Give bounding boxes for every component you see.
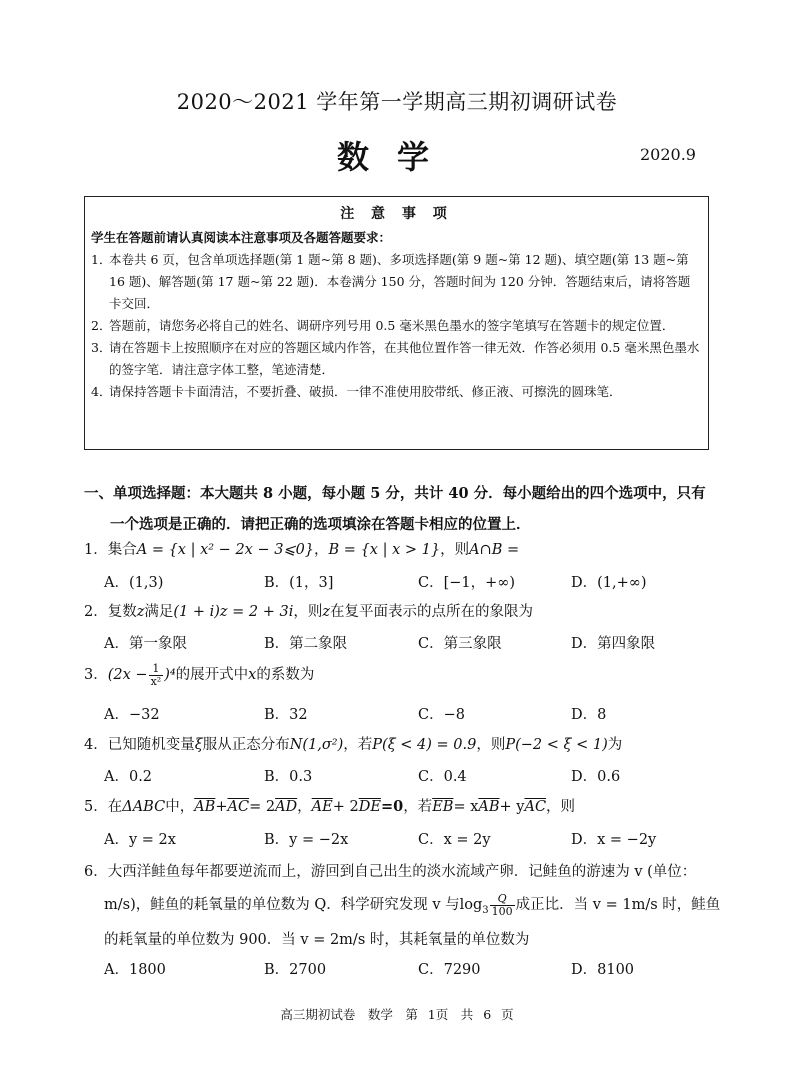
notice-item-number: 3． [91,340,112,355]
q2-text: 复数 [107,604,137,620]
question-6 [84,859,724,885]
notice-item-number: 1． [91,252,112,267]
option-b: B．2700 [264,962,327,978]
q3-text: 的展开式中 [175,667,249,683]
q6-fraction [490,893,515,918]
q6-text: m/s)，鲑鱼的耗氧量的单位数为 Q．科学研究发现 v 与 [104,897,460,913]
q5-triangle: ΔABC [122,799,166,815]
option-a: A．第一象限 [104,636,187,652]
notice-item-number: 2． [91,318,112,333]
section-line-2: 一个选项是正确的．请把正确的选项填涂在答题卡相应的位置上． [110,516,531,533]
operator: =0 [380,798,404,815]
fraction-numerator: Q [490,893,515,906]
section-heading [84,478,724,540]
q4-condition: P(ξ < 4) = 0.9 [372,737,477,753]
question-6-line-3: 的耗氧量的单位数为 900．当 v = 2m/s 时，其耗氧量的单位数为 [104,932,530,948]
fraction-numerator: 1 [149,663,164,676]
q2-text: 满足 [144,604,174,620]
q3-expr-end: )⁴ [164,667,176,683]
question-number: 5． [84,799,108,815]
question-4 [84,733,724,757]
notice-item-text: 请在答题卡上按照顺序在对应的答题区域内作答，在其他位置作答一律无效．作答必须用 0.5 毫米黑色墨水的签字笔．请注意字体工整，笔迹清楚． [109,340,700,377]
q3-fraction [149,663,164,688]
notice-item-text: 本卷共 6 页，包含单项选择题(第 1 题~第 8 题)、多项选择题(第 9 题~第 12 题)、填空题(第 13 题~第 16 题)、解答题(第 17 题~第 22 题)．本卷满分 150 分，答题时间为 120 分钟．答题结束后，请将答题卡交回． [109,252,691,311]
vector: $\overline{AC}$ [524,799,547,815]
q5-text: 中， [165,799,195,815]
q4-text: 服从正态分布 [202,737,290,753]
q5-text: ，若 [403,799,433,815]
section-line-1: 一、单项选择题：本大题共 8 小题，每小题 5 分，共计 40 分．每小题给出的四个选项中，只有 [84,485,706,502]
option-a: A．1800 [104,962,166,978]
q4-text: ，则 [476,737,506,753]
q5-text: ，则 [546,799,576,815]
question-number: 3． [84,667,108,683]
q1-text: ， [314,542,329,558]
option-c: C．第三象限 [418,636,502,652]
vector: $\overline{EB}$ [432,799,454,815]
option-a: A．(1,3) [104,575,164,591]
operator: + y [499,799,525,815]
notice-item [91,381,702,403]
operator: = 2 [249,799,276,815]
question-number: 6． [84,864,108,880]
q2-equation: (1 + i)z = 2 + 3i [173,604,294,620]
question-5 [84,795,724,819]
option-b: B．32 [264,707,308,723]
operator: + [215,799,228,815]
q4-distribution: N(1,σ²) [289,737,344,753]
option-c: C．[−1，+∞) [418,575,516,591]
q3-text: 的系数为 [256,667,315,683]
q2-variable: z [322,604,331,620]
operator: = x [453,799,479,815]
q1-set-a: A = {x | x² − 2x − 3⩽0} [136,542,315,558]
vector: $\overline{AB}$ [478,799,500,815]
question-number: 2． [84,604,108,620]
subject-title: 数学 [336,138,457,176]
exam-title: 2020～2021 学年第一学期高三期初调研试卷 [176,90,618,114]
notice-title: 注 意 事 项 [340,206,453,222]
operator: + 2 [332,799,359,815]
q3-variable: x [248,667,257,683]
q4-text: ，若 [343,737,373,753]
q6-line-1: 大西洋鲑鱼每年都要逆流而上，游回到自己出生的淡水流域产卵．记鲑鱼的游速为 v (单位： [107,864,697,880]
question-2 [84,600,724,624]
option-d: D．0.6 [571,769,621,785]
notice-item-text: 答题前，请您务必将自己的姓名、调研序列号用 0.5 毫米黑色墨水的签字笔填写在答题卡的规定位置． [109,318,675,333]
option-c: C．−8 [418,707,465,723]
vector: $\overline{AE}$ [311,799,333,815]
q2-variable: z [136,604,145,620]
q1-set-b: B = {x | x > 1} [328,542,441,558]
q6-log-base: 3 [482,904,489,916]
notice-item-text: 请保持答题卡卡面清洁，不要折叠、破损．一律不准使用胶带纸、修正液、可擦洗的圆珠笔． [109,384,622,399]
q4-variable: ξ [194,737,203,753]
notice-item [91,249,702,315]
fraction-denominator: x² [150,674,162,688]
option-b: B．y = −2x [264,832,349,848]
q6-text: 成正比．当 v = 1m/s 时，鲑鱼 [515,897,721,913]
vector: $\overline{AC}$ [227,799,250,815]
option-d: D．第四象限 [571,636,656,652]
page-footer: 高三期初试卷 数学 第 1页 共 6 页 [280,1007,514,1022]
question-number: 4． [84,737,108,753]
q2-text: ，则 [293,604,323,620]
vector: $\overline{AB}$ [194,799,216,815]
option-d: D．(1,+∞) [571,575,647,591]
option-c: C．0.4 [418,769,467,785]
option-c: C．7290 [418,962,481,978]
q4-probability: P(−2 < ξ < 1) [505,737,608,753]
question-6-line-2 [104,890,724,926]
option-d: D．8 [571,707,607,723]
notice-item-number: 4． [91,384,112,399]
q5-text: 在 [107,799,123,815]
option-a: A．y = 2x [104,832,176,848]
question-number: 1． [84,542,108,558]
option-b: B．(1，3] [264,575,334,591]
option-d: D．8100 [571,962,635,978]
notice-box [84,196,709,450]
notice-item [91,337,702,381]
option-b: B．0.3 [264,769,313,785]
q2-text: 在复平面表示的点所在的象限为 [330,604,534,620]
option-d: D．x = −2y [571,832,657,848]
vector: $\overline{AD}$ [275,799,298,815]
question-3 [84,660,724,690]
q3-expr-start: (2x − [107,667,148,683]
option-a: A．0.2 [104,769,153,785]
q1-expression: A∩B = [469,542,520,558]
q4-text: 为 [607,737,623,753]
q1-text: ，则 [440,542,470,558]
notice-intro: 学生在答题前请认真阅读本注意事项及各题答题要求： [91,230,392,245]
q6-log: log [459,897,483,913]
q1-text: 集合 [107,542,137,558]
option-c: C．x = 2y [418,832,491,848]
option-b: B．第二象限 [264,636,348,652]
vector: $\overline{DE}$ [358,799,381,815]
q4-text: 已知随机变量 [107,737,195,753]
option-a: A．−32 [104,707,160,723]
question-1 [84,538,724,562]
q5-text: ， [297,799,312,815]
notice-item [91,315,702,337]
fraction-denominator: 100 [491,904,513,918]
exam-date: 2020.9 [640,145,696,164]
